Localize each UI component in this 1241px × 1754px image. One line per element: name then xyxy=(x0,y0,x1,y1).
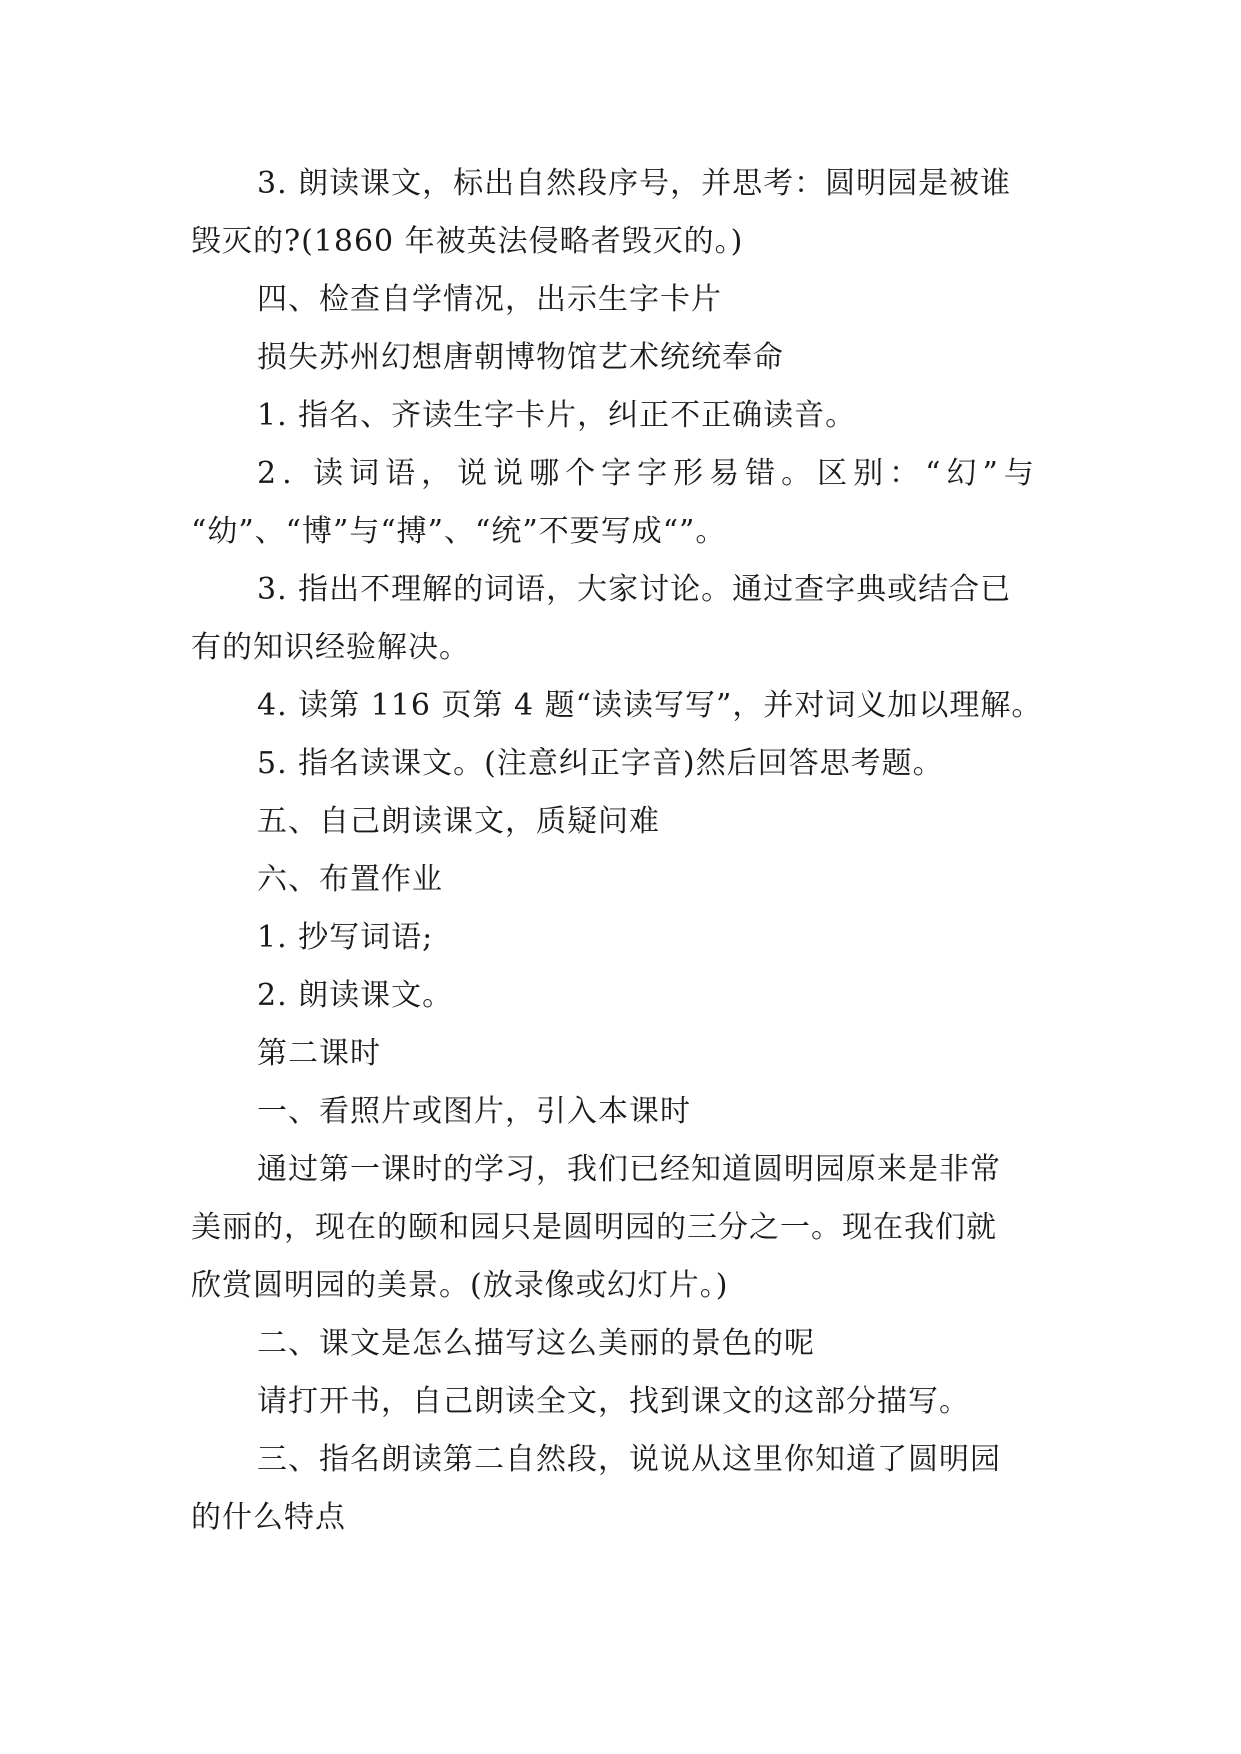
list-item: 3. 指出不理解的词语，大家讨论。通过查字典或结合已 xyxy=(257,572,1012,607)
paragraph-line: 通过第一课时的学习，我们已经知道圆明园原来是非常 xyxy=(257,1152,1001,1187)
section-heading: 二、课文是怎么描写这么美丽的景色的呢 xyxy=(257,1326,815,1361)
section-heading: 四、检查自学情况，出示生字卡片 xyxy=(257,282,722,317)
list-item: 2. 朗读课文。 xyxy=(257,978,454,1013)
paragraph-line: 毁灭的?(1860 年被英法侵略者毁灭的。) xyxy=(191,224,744,259)
list-item: 5. 指名读课文。(注意纠正字音)然后回答思考题。 xyxy=(257,746,944,781)
list-item: 1. 抄写词语; xyxy=(257,920,434,955)
list-item: 4. 读第 116 页第 4 题“读读写写”，并对词义加以理解。 xyxy=(257,688,1043,723)
paragraph-line: 有的知识经验解决。 xyxy=(191,630,470,665)
section-heading: 一、看照片或图片，引入本课时 xyxy=(257,1094,691,1129)
paragraph-line: 欣赏圆明园的美景。(放录像或幻灯片。) xyxy=(191,1268,729,1303)
paragraph-line: 3. 朗读课文，标出自然段序号，并思考：圆明园是被谁 xyxy=(257,166,1012,201)
paragraph-line: 美丽的，现在的颐和园只是圆明园的三分之一。现在我们就 xyxy=(191,1210,997,1245)
section-heading: 三、指名朗读第二自然段，说说从这里你知道了圆明园 xyxy=(257,1442,1001,1477)
paragraph-line: 的什么特点 xyxy=(191,1500,346,1535)
paragraph-line: 损失苏州幻想唐朝博物馆艺术统统奉命 xyxy=(257,340,784,375)
paragraph-line: 请打开书，自己朗读全文，找到课文的这部分描写。 xyxy=(257,1384,970,1419)
section-heading: 六、布置作业 xyxy=(257,862,443,897)
section-heading: 五、自己朗读课文，质疑问难 xyxy=(257,804,660,839)
paragraph-line: “幼”、“博”与“搏”、“统”不要写成“”。 xyxy=(191,514,727,549)
section-heading: 第二课时 xyxy=(257,1036,381,1071)
list-item: 2. 读词语，说说哪个字字形易错。区别：“幻”与 xyxy=(257,456,1040,491)
list-item: 1. 指名、齐读生字卡片，纠正不正确读音。 xyxy=(257,398,857,433)
